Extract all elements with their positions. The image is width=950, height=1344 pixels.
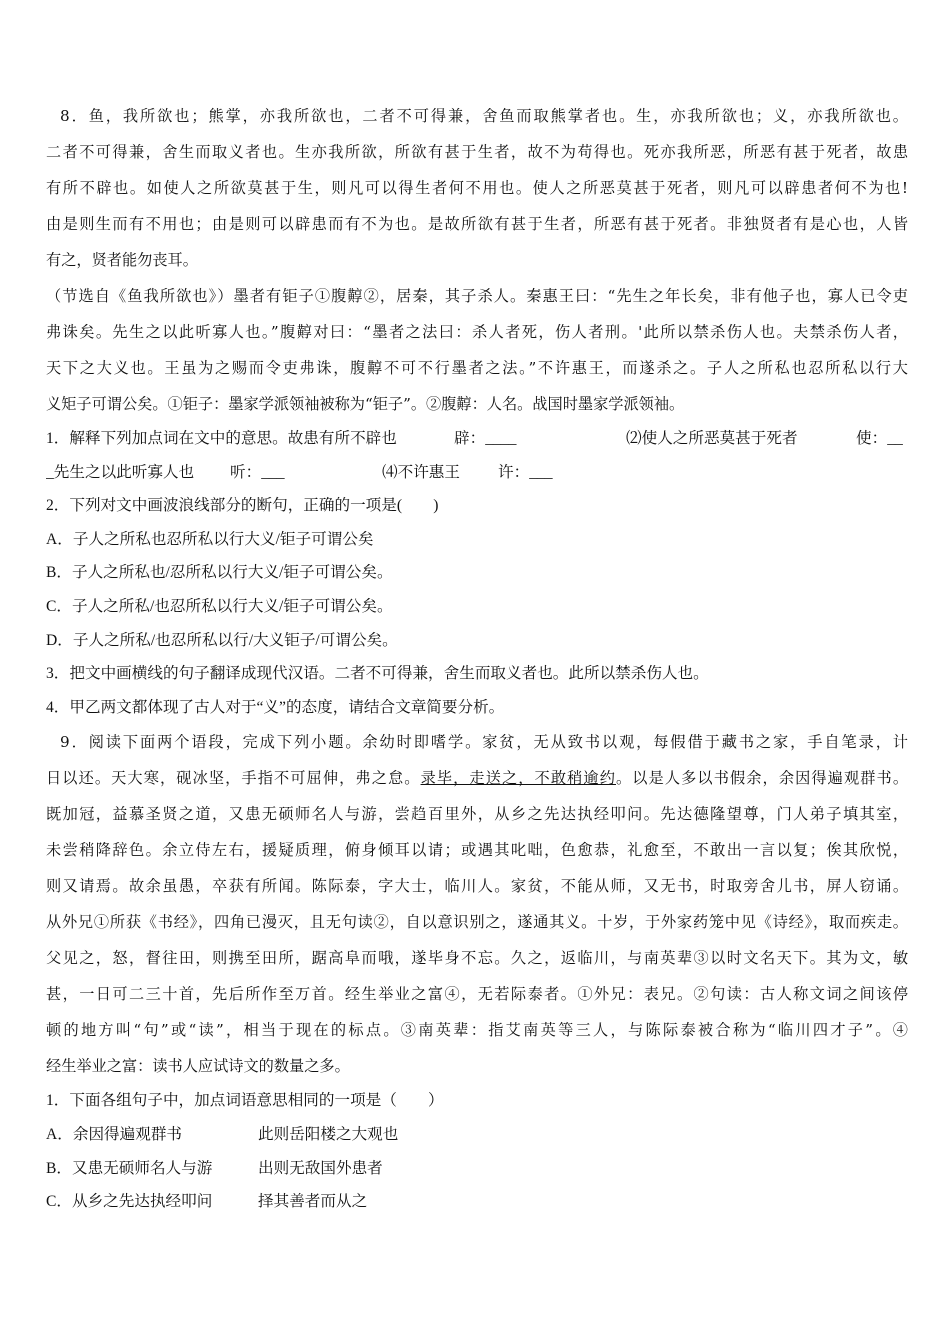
option-left: A．余因得遍观群书 xyxy=(46,1125,183,1143)
passage-text: 日以还。天大寒，砚冰坚，手指不可屈伸，弗之怠。 xyxy=(46,769,421,788)
option-b xyxy=(46,1152,908,1186)
q8-sub1-item2: ⑵使人之所恶莫甚于死者 xyxy=(626,430,798,447)
passage-line: 有所不辟也。如使人之所欲莫甚于生，则凡可以得生者何不用也。使人之所恶莫甚于死者，则凡可以辟患者何不为也! xyxy=(46,179,908,197)
passage-line: 甚，一日可二三十首，先后所作至万首。经生举业之富④，无若际泰者。①外兄：表兄。②句读：古人称文词之间该停 xyxy=(46,985,908,1004)
option-c: C．子人之所私/也忍所私以行大义/钜子可谓公矣。 xyxy=(46,597,393,615)
passage-line: 二者不可得兼，舍生而取义者也。生亦我所欲，所欲有甚于生者，故不为苟得也。死亦我所恶，所恶有甚于死者，故患 xyxy=(46,143,908,161)
passage-line: 由是则生而有不用也；由是则可以辟患而有不为也。是故所欲有甚于生者，所恶有甚于死者。非独贤者有是心也，人皆 xyxy=(46,215,908,233)
passage-line: 有之，贤者能勿丧耳。 xyxy=(46,251,198,269)
passage-line: 既加冠，益慕圣贤之道，又患无硕师名人与游，尝趋百里外，从乡之先达执经叩问。先达德隆望尊，门人弟子填其室， xyxy=(46,805,908,824)
option-c xyxy=(46,1185,908,1219)
option-a: A．子人之所私也忍所私以行大义/钜子可谓公矣 xyxy=(46,530,374,548)
option-right: 此则岳阳楼之大观也 xyxy=(258,1125,399,1143)
passage-line: 8．鱼，我所欲也；熊掌，亦我所欲也，二者不可得兼，舍鱼而取熊掌者也。生，亦我所欲也；义，亦我所欲也。 xyxy=(60,107,908,125)
passage-line: 父见之，怒，督往田，则携至田所，踞高阜而哦，遂毕身不忘。久之，返临川，与南英辈③以时文名天下。其为文，敏 xyxy=(46,949,908,968)
option-d: D．子人之所私/也忍所私以行/大义钜子/可谓公矣。 xyxy=(46,631,398,649)
passage-line: 经生举业之富：读书人应试诗文的数量之多。 xyxy=(46,1057,350,1076)
q8-sub1-line2 xyxy=(46,456,908,490)
passage-line: 顿的地方叫“句”或“读”，相当于现在的标点。③南英辈：指艾南英等三人，与陈际泰被合称为“临川四才子”。④ xyxy=(46,1021,908,1040)
answer-blank: 许：___ xyxy=(498,463,553,481)
option-left: B．又患无硕师名人与游 xyxy=(46,1159,213,1177)
q8-sub1-item3: _先生之以此听寡人也 xyxy=(46,463,195,481)
q8-sub1-item4: ⑷不许惠王 xyxy=(382,463,460,481)
passage-line: 弗诛矣。先生之以此听寡人也。”腹䵍对曰：“墨者之法曰：杀人者死，伤人者刑。'此所以禁杀伤人也。夫禁杀伤人者， xyxy=(46,323,908,341)
q8-passage xyxy=(46,98,908,422)
option-right: 择其善者而从之 xyxy=(258,1193,368,1211)
passage-line: 9．阅读下面两个语段，完成下列小题。余幼时即嗜学。家贫，无从致书以观，每假借于藏书之家，手自笔录，计 xyxy=(60,733,908,752)
q8-sub1-line1 xyxy=(46,422,908,456)
option-left: C．从乡之先达执经叩问 xyxy=(46,1193,213,1211)
passage-line: 则又请焉。故余虽愚，卒获有所闻。陈际泰，字大士，临川人。家贫，不能从师，又无书，时取旁舍儿书，屏人窃诵。 xyxy=(46,877,908,896)
answer-blank: 使：__ xyxy=(856,430,903,447)
document-page xyxy=(46,98,908,1219)
q8-questions xyxy=(46,422,908,724)
passage-line: 未尝稍降辞色。余立侍左右，援疑质理，俯身倾耳以请；或遇其叱咄，色愈恭，礼愈至，不敢出一言以复；俟其欣悦， xyxy=(46,841,908,860)
passage-text: 。以是人多以书假余，余因得遍观群书。 xyxy=(615,769,908,788)
passage-line: （节选自《鱼我所欲也》）墨者有钜子①腹䵍②，居秦，其子杀人。秦惠王曰：“先生之年长矣，非有他子也，寡人已令吏 xyxy=(46,287,908,305)
option-a xyxy=(46,1118,908,1152)
q9-questions xyxy=(46,1084,908,1218)
passage-line xyxy=(46,760,908,796)
passage-line: 从外兄①所获《书经》，四角已漫灭，且无句读②，自以意识别之，遂通其义。十岁，于外家药笼中见《诗经》，取而疾走。 xyxy=(46,913,908,932)
q9-passage xyxy=(46,724,908,1084)
option-right: 出则无敌国外患者 xyxy=(258,1159,383,1177)
q8-sub2: 2．下列对文中画波浪线部分的断句，正确的一项是( ) xyxy=(46,497,439,515)
underlined-sentence: 录毕，走送之，不敢稍逾约 xyxy=(420,769,616,788)
q8-sub4: 4．甲乙两文都体现了古人对于“义”的态度，请结合文章简要分析。 xyxy=(46,698,505,716)
answer-blank: 辟：____ xyxy=(454,430,517,447)
answer-blank: 听：___ xyxy=(230,463,285,481)
passage-line: 义矩子可谓公矣。①钜子：墨家学派领袖被称为“钜子”。②腹䵍：人名。战国时墨家学派领袖。 xyxy=(46,395,685,413)
q8-sub3: 3．把文中画横线的句子翻译成现代汉语。二者不可得兼，舍生而取义者也。此所以禁杀伤人也。 xyxy=(46,665,709,683)
passage-line: 天下之大义也。王虽为之赐而令吏弗诛，腹䵍不可不行墨者之法。”不许惠王，而遂杀之。子人之所私也忍所私以行大 xyxy=(46,359,908,377)
q8-sub1-item1: 1．解释下列加点词在文中的意思。故患有所不辟也 xyxy=(46,430,397,447)
option-b: B．子人之所私也/忍所私以行大义/钜子可谓公矣。 xyxy=(46,564,393,582)
q9-sub1: 1．下面各组句子中，加点词语意思相同的一项是（ ） xyxy=(46,1092,444,1110)
